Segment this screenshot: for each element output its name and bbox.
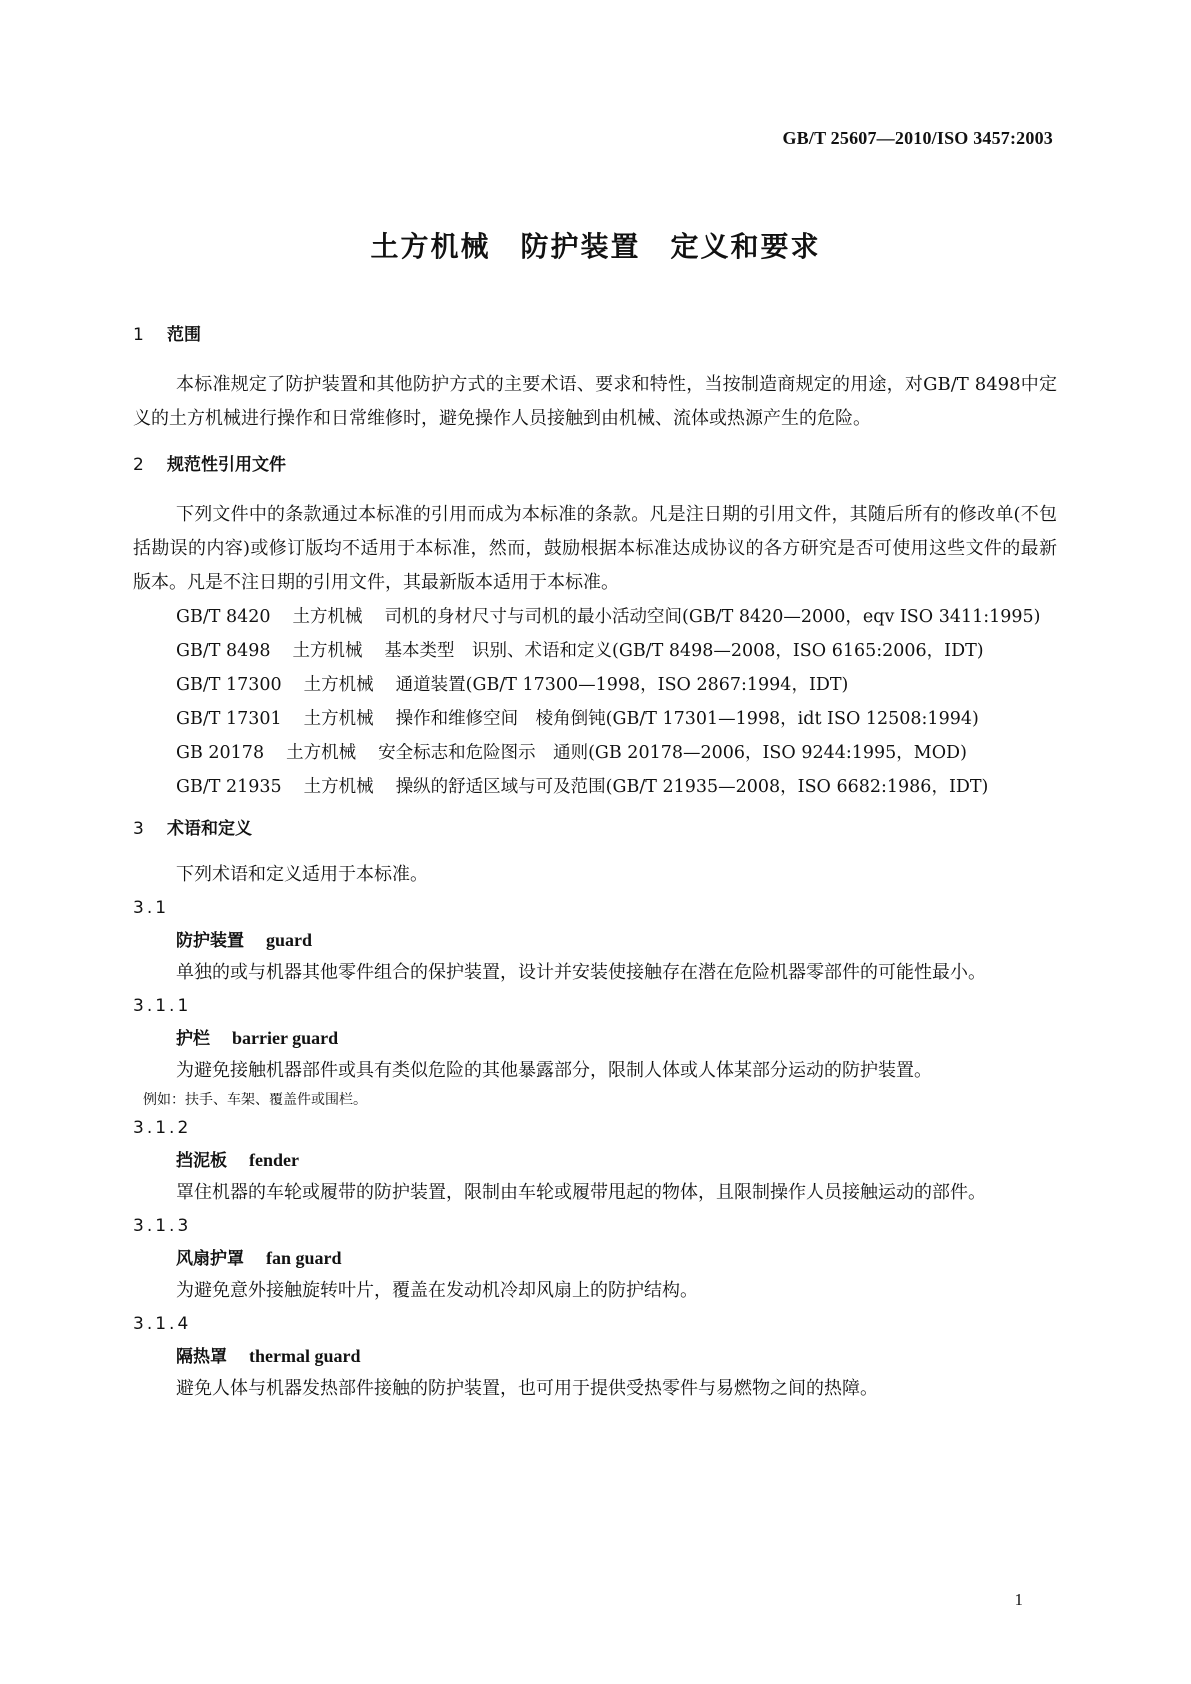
reference-subject: 安全标志和危险图示 通则 (378, 743, 589, 763)
section-heading-normative-references (133, 450, 1057, 480)
reference-item (133, 736, 1057, 770)
reference-code: GB 20178 (176, 743, 265, 763)
reference-code: GB/T 21935 (176, 777, 282, 797)
term-definition: 罩住机器的车轮或履带的防护装置，限制由车轮或履带甩起的物体，且限制操作人员接触运动的部件。 (176, 1182, 986, 1203)
reference-subject: 基本类型 识别、术语和定义 (384, 641, 613, 661)
term-english: fan guard (266, 1248, 342, 1268)
reference-equivalence: (GB 20178—2006，ISO 9244:1995，MOD) (588, 743, 967, 763)
section-heading-scope (133, 320, 1057, 350)
term-heading (176, 1340, 1057, 1372)
scope-paragraph: 本标准规定了防护装置和其他防护方式的主要术语、要求和特性，当按制造商规定的用途，对GB/T 8498中定义的土方机械进行操作和日常维修时，避免操作人员接触到由机械、流体或热源产生的危险。 (133, 374, 1057, 429)
reference-machine: 土方机械 (303, 675, 374, 695)
reference-equivalence: (GB/T 8420—2000，eqv ISO 3411:1995) (682, 607, 1041, 627)
term-heading (176, 1144, 1057, 1176)
term-chinese: 防护装置 (176, 931, 244, 951)
document-title: 土方机械 防护装置 定义和要求 (370, 230, 821, 263)
reference-equivalence: (GB/T 21935—2008，ISO 6682:1986，IDT) (605, 777, 989, 797)
term-english: thermal guard (249, 1346, 361, 1366)
term-heading (176, 1022, 1057, 1054)
terms-intro-paragraph: 下列术语和定义适用于本标准。 (176, 864, 428, 885)
section-title: 术语和定义 (167, 819, 252, 839)
clause-number: 3.1.1 (133, 996, 192, 1016)
term-english: fender (249, 1150, 299, 1170)
reference-equivalence: (GB/T 8498—2008，ISO 6165:2006，IDT) (612, 641, 984, 661)
clause-number: 3.1 (133, 898, 170, 918)
reference-subject: 通道装置 (395, 675, 466, 695)
reference-equivalence: (GB/T 17300—1998，ISO 2867:1994，IDT) (465, 675, 849, 695)
term-chinese: 风扇护罩 (176, 1249, 244, 1269)
reference-machine: 土方机械 (292, 641, 363, 661)
standard-code: GB/T 25607—2010/ISO 3457:2003 (782, 128, 1053, 148)
reference-item (133, 668, 1057, 702)
references-intro-paragraph: 下列文件中的条款通过本标准的引用而成为本标准的条款。凡是注日期的引用文件，其随后所有的修改单(不包括勘误的内容)或修订版均不适用于本标准，然而，鼓励根据本标准达成协议的各方研究是否可使用这些文件的最新版本。凡是不注日期的引用文件，其最新版本适用于本标准。 (133, 504, 1057, 593)
term-chinese: 挡泥板 (176, 1151, 227, 1171)
reference-equivalence: (GB/T 17301—1998，idt ISO 12508:1994) (605, 709, 979, 729)
term-definition: 避免人体与机器发热部件接触的防护装置，也可用于提供受热零件与易燃物之间的热障。 (176, 1378, 878, 1399)
section-title: 规范性引用文件 (167, 455, 286, 475)
reference-code: GB/T 17301 (176, 709, 282, 729)
reference-code: GB/T 8498 (176, 641, 271, 661)
section-number: 1 (133, 325, 144, 345)
term-chinese: 隔热罩 (176, 1347, 227, 1367)
reference-code: GB/T 17300 (176, 675, 282, 695)
reference-subject: 操纵的舒适区域与可及范围 (395, 777, 606, 797)
reference-item (133, 770, 1057, 804)
section-number: 2 (133, 455, 144, 475)
clause-number: 3.1.2 (133, 1118, 192, 1138)
term-heading (176, 924, 1057, 956)
reference-code: GB/T 8420 (176, 607, 271, 627)
reference-machine: 土方机械 (303, 777, 374, 797)
term-definition: 单独的或与机器其他零件组合的保护装置，设计并安装使接触存在潜在危险机器零部件的可能性最小。 (176, 962, 986, 983)
term-english: barrier guard (232, 1028, 339, 1048)
reference-item (133, 600, 1057, 634)
page-number: 1 (1014, 1590, 1023, 1609)
clause-number: 3.1.3 (133, 1216, 192, 1236)
term-definition: 为避免接触机器部件或具有类似危险的其他暴露部分，限制人体或人体某部分运动的防护装置。 (176, 1060, 932, 1081)
term-english: guard (266, 930, 313, 950)
section-number: 3 (133, 819, 144, 839)
term-heading (176, 1242, 1057, 1274)
term-example: 例如：扶手、车架、覆盖件或围栏。 (143, 1092, 367, 1108)
term-chinese: 护栏 (176, 1029, 210, 1049)
reference-subject: 司机的身材尺寸与司机的最小活动空间 (384, 607, 683, 627)
reference-item (133, 634, 1057, 668)
reference-machine: 土方机械 (303, 709, 374, 729)
reference-subject: 操作和维修空间 棱角倒钝 (395, 709, 606, 729)
clause-number: 3.1.4 (133, 1314, 192, 1334)
reference-item (133, 702, 1057, 736)
section-title: 范围 (167, 325, 201, 345)
term-definition: 为避免意外接触旋转叶片，覆盖在发动机冷却风扇上的防护结构。 (176, 1280, 698, 1301)
reference-machine: 土方机械 (286, 743, 357, 763)
document-body (133, 320, 1057, 1406)
reference-machine: 土方机械 (292, 607, 363, 627)
section-heading-terms-and-definitions (133, 814, 1057, 844)
